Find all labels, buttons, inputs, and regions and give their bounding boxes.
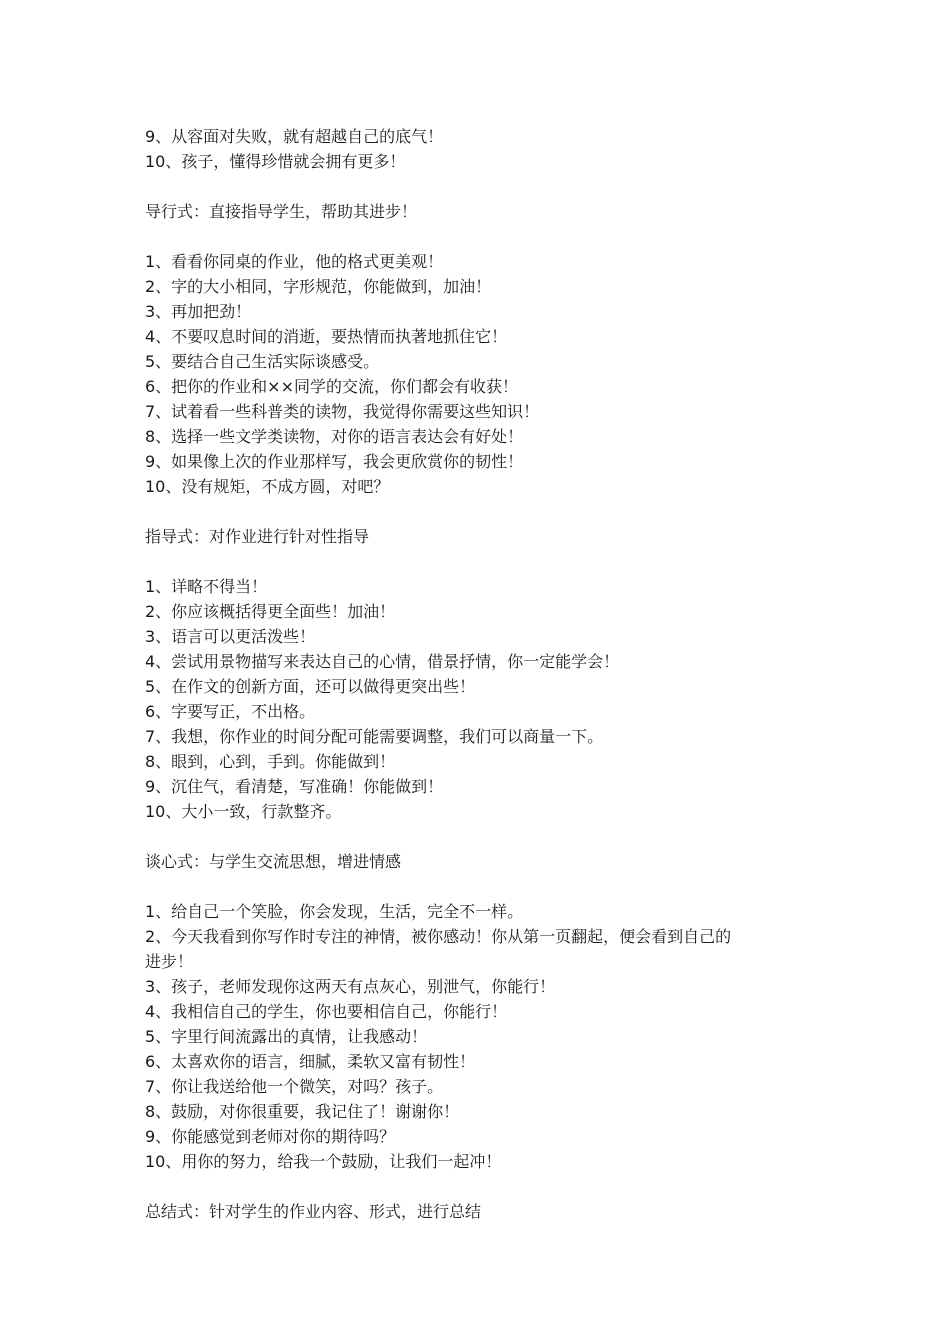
list-item: 5、字里行间流露出的真情，让我感动！ bbox=[145, 1027, 428, 1046]
list-item: 4、尝试用景物描写来表达自己的心情，借景抒情，你一定能学会！ bbox=[145, 652, 620, 671]
spacer bbox=[145, 174, 825, 199]
list-item: 2、字的大小相同，字形规范，你能做到，加油！ bbox=[145, 277, 492, 296]
list-item: 4、不要叹息时间的消逝，要热情而执著地抓住它！ bbox=[145, 327, 508, 346]
list-item: 7、我想，你作业的时间分配可能需要调整，我们可以商量一下。 bbox=[145, 727, 604, 746]
list-item: 进步！ bbox=[145, 952, 194, 971]
spacer bbox=[145, 874, 825, 899]
spacer bbox=[145, 499, 825, 524]
document-page bbox=[145, 124, 825, 1224]
spacer bbox=[145, 549, 825, 574]
list-item: 5、要结合自己生活实际谈感受。 bbox=[145, 352, 380, 371]
list-item: 1、看看你同桌的作业，他的格式更美观！ bbox=[145, 252, 444, 271]
list-item: 7、试着看一些科普类的读物，我觉得你需要这些知识！ bbox=[145, 402, 540, 421]
list-item: 10、大小一致，行款整齐。 bbox=[145, 802, 342, 821]
section-heading-zongjie: 总结式：针对学生的作业内容、形式，进行总结 bbox=[145, 1202, 482, 1221]
section-heading-tanxin: 谈心式：与学生交流思想，增进情感 bbox=[145, 852, 402, 871]
list-item: 8、眼到，心到，手到。你能做到！ bbox=[145, 752, 396, 771]
list-item: 10、孩子，懂得珍惜就会拥有更多！ bbox=[145, 152, 406, 171]
list-item: 9、沉住气，看清楚，写准确！你能做到！ bbox=[145, 777, 444, 796]
list-item: 6、把你的作业和××同学的交流，你们都会有收获！ bbox=[145, 377, 518, 396]
list-item: 1、给自己一个笑脸，你会发现，生活，完全不一样。 bbox=[145, 902, 524, 921]
section-heading-daoxing: 导行式：直接指导学生，帮助其进步！ bbox=[145, 202, 418, 221]
spacer bbox=[145, 824, 825, 849]
spacer bbox=[145, 1174, 825, 1199]
section-heading-zhidao: 指导式：对作业进行针对性指导 bbox=[145, 527, 370, 546]
list-item: 9、如果像上次的作业那样写，我会更欣赏你的韧性！ bbox=[145, 452, 524, 471]
list-item: 2、今天我看到你写作时专注的神情，被你感动！你从第一页翻起，便会看到自己的 bbox=[145, 927, 732, 946]
list-item: 10、没有规矩，不成方圆，对吧？ bbox=[145, 477, 390, 496]
list-item: 3、语言可以更活泼些！ bbox=[145, 627, 316, 646]
list-item: 6、太喜欢你的语言，细腻，柔软又富有韧性！ bbox=[145, 1052, 476, 1071]
list-item: 10、用你的努力，给我一个鼓励，让我们一起冲！ bbox=[145, 1152, 502, 1171]
list-item: 1、详略不得当！ bbox=[145, 577, 268, 596]
list-item: 2、你应该概括得更全面些！加油！ bbox=[145, 602, 396, 621]
list-item: 5、在作文的创新方面，还可以做得更突出些！ bbox=[145, 677, 476, 696]
list-item: 3、孩子，老师发现你这两天有点灰心，别泄气，你能行！ bbox=[145, 977, 556, 996]
list-item: 7、你让我送给他一个微笑，对吗？孩子。 bbox=[145, 1077, 444, 1096]
list-item: 8、选择一些文学类读物，对你的语言表达会有好处！ bbox=[145, 427, 524, 446]
list-item: 8、鼓励，对你很重要，我记住了！谢谢你！ bbox=[145, 1102, 460, 1121]
list-item: 9、你能感觉到老师对你的期待吗？ bbox=[145, 1127, 396, 1146]
list-item: 6、字要写正，不出格。 bbox=[145, 702, 316, 721]
spacer bbox=[145, 224, 825, 249]
list-item: 3、再加把劲！ bbox=[145, 302, 252, 321]
list-item: 4、我相信自己的学生，你也要相信自己，你能行！ bbox=[145, 1002, 508, 1021]
list-item: 9、从容面对失败，就有超越自己的底气！ bbox=[145, 127, 444, 146]
